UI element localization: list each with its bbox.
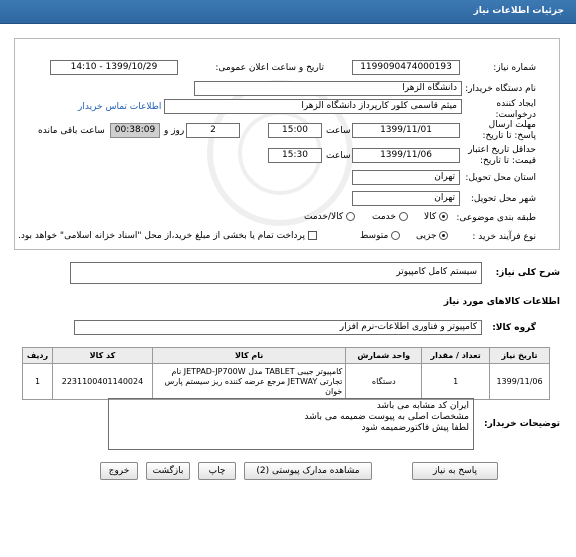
col-quantity: تعداد / مقدار (422, 348, 490, 364)
radio-icon (399, 212, 408, 221)
radio-icon (391, 231, 400, 240)
price-validity-label: حداقل تاریخ اعتبار قیمت: تا تاریخ: (468, 145, 536, 166)
treasury-payment-option[interactable] (18, 231, 317, 241)
back-button[interactable]: بازگشت (146, 462, 190, 480)
table-header-row (23, 348, 550, 364)
cell-item-code: 2231100401140024 (52, 364, 152, 400)
note-line: مشخصات اصلی به پیوست ضمیمه می باشد (304, 412, 469, 422)
note-line: ایران کد مشابه می باشد (376, 401, 469, 411)
city-label: شهر محل تحویل: (470, 194, 536, 204)
province-field: تهران (352, 170, 460, 185)
exit-button[interactable]: خروج (100, 462, 138, 480)
print-button[interactable]: چاپ (198, 462, 236, 480)
creator-field: میثم قاسمی کلور کارپرداز دانشگاه الزهرا (164, 99, 462, 114)
reply-button[interactable]: پاسخ به نیاز (412, 462, 498, 480)
goods-table (22, 347, 550, 400)
cell-need-date: 1399/11/06 (490, 364, 550, 400)
city-field: تهران (352, 191, 460, 206)
buyer-field: دانشگاه الزهرا (194, 81, 462, 96)
goods-group-field: کامپیوتر و فناوری اطلاعات-نرم افزار (74, 320, 482, 335)
category-option-service[interactable] (372, 212, 408, 222)
col-unit: واحد شمارش (346, 348, 422, 364)
title-bar (0, 0, 576, 24)
radio-checked-icon (439, 212, 448, 221)
category-option-goods-service[interactable] (304, 212, 355, 222)
remaining-label: ساعت باقی مانده (38, 126, 105, 136)
summary-label: شرح کلی نیاز: (495, 268, 560, 278)
process-option-medium[interactable] (360, 231, 400, 241)
category-option-goods-label: کالا (424, 212, 437, 222)
cell-unit: دستگاه (346, 364, 422, 400)
days-label: روز و (164, 126, 185, 136)
deadline-time-label: ساعت (326, 126, 351, 136)
buyer-notes-box (108, 398, 474, 450)
summary-field: سیستم کامل کامپیوتر (70, 262, 482, 284)
radio-icon (346, 212, 355, 221)
need-number-field: 1199090474000193 (352, 60, 460, 75)
cell-item-name: کامپیوتر جیبی TABLET مدل JETPAD-JP700W نام تجارتی JETWAY مرجع عرضه کننده ریز سیستم پارس خوان (152, 364, 345, 400)
price-time-field: 15:30 (268, 148, 322, 163)
col-item-code: کد کالا (52, 348, 152, 364)
col-item-name: نام کالا (152, 348, 345, 364)
category-label: طبقه بندی موضوعی: (456, 213, 536, 223)
process-option-small-label: جزیی (416, 231, 437, 241)
announce-label: تاریخ و ساعت اعلان عمومی: (215, 63, 324, 73)
radio-checked-icon (439, 231, 448, 240)
view-attachments-button[interactable]: مشاهده مدارک پیوستی (2) (244, 462, 372, 480)
process-option-small[interactable] (416, 231, 448, 241)
category-option-goods-service-label: کالا/خدمت (304, 212, 344, 222)
province-label: استان محل تحویل: (465, 173, 536, 183)
need-number-label: شماره نیاز: (493, 63, 536, 73)
deadline-date-field: 1399/11/01 (352, 123, 460, 138)
buyer-contact-link[interactable]: اطلاعات تماس خریدار (78, 102, 162, 112)
deadline-label: مهلت ارسال پاسخ: تا تاریخ: (482, 120, 536, 141)
creator-label: ایجاد کننده درخواست: (495, 99, 536, 120)
buyer-notes-label: توضیحات خریدار: (484, 419, 560, 429)
category-option-service-label: خدمت (372, 212, 396, 222)
announce-field: 1399/10/29 - 14:10 (50, 60, 178, 75)
cell-row-number: 1 (23, 364, 53, 400)
price-date-field: 1399/11/06 (352, 148, 460, 163)
remaining-timer: 00:38:09 (110, 123, 160, 138)
table-row (23, 364, 550, 400)
goods-section-title: اطلاعات کالاهای مورد نیاز (443, 297, 560, 307)
checkbox-icon (308, 231, 317, 240)
goods-group-label: گروه کالا: (492, 323, 536, 333)
deadline-time-field: 15:00 (268, 123, 322, 138)
note-line: لطفا پیش فاکتورضمیمه شود (361, 423, 469, 433)
col-row-number: ردیف (23, 348, 53, 364)
cell-quantity: 1 (422, 364, 490, 400)
page-title: جزئیات اطلاعات نیاز (473, 6, 564, 16)
days-field: 2 (186, 123, 240, 138)
category-option-goods[interactable] (424, 212, 448, 222)
price-time-label: ساعت (326, 151, 351, 161)
col-need-date: تاریخ نیاز (490, 348, 550, 364)
process-label: نوع فرآیند خرید : (472, 232, 536, 242)
treasury-payment-note: پرداخت تمام یا بخشی از مبلغ خرید،از محل "اسناد خزانه اسلامی" خواهد بود. (18, 231, 306, 241)
process-option-medium-label: متوسط (360, 231, 389, 241)
buyer-label: نام دستگاه خریدار: (465, 84, 536, 94)
